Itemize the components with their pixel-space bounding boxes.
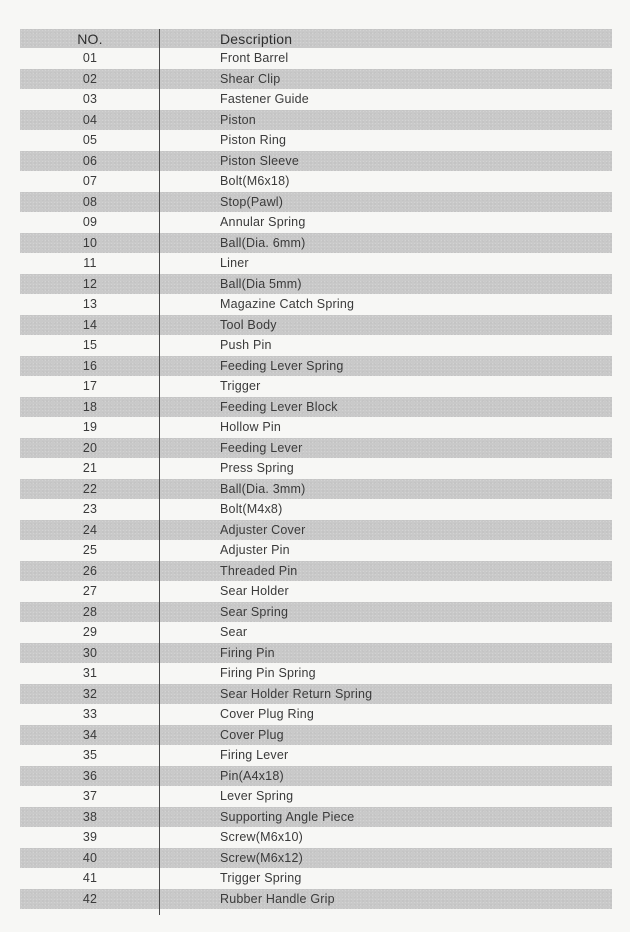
part-description-cell: Cover Plug Ring [220,707,315,722]
part-number-cell: 05 [82,133,98,148]
part-number-cell: 22 [82,481,98,496]
part-number-cell: 11 [83,256,97,271]
part-description-cell: Firing Lever [220,748,289,763]
part-description-cell: Bolt(M6x18) [220,174,290,189]
table-row [20,274,612,295]
column-header-description: Description [220,30,293,47]
table-row [20,48,612,69]
part-description-cell: Lever Spring [220,789,294,804]
table-row [20,294,612,315]
part-description-cell: Sear [220,625,248,640]
part-description-cell: Firing Pin Spring [220,666,316,681]
column-header-no: NO. [77,30,103,47]
part-description-cell: Trigger [220,379,261,394]
part-description-cell: Stop(Pawl) [220,194,284,209]
table-row [20,520,612,541]
table-row [20,151,612,172]
table-row [20,110,612,131]
part-description-cell: Fastener Guide [220,92,309,107]
table-row [20,786,612,807]
part-number-cell: 07 [82,174,98,189]
table-row [20,89,612,110]
table-row [20,540,612,561]
column-divider [159,29,160,915]
part-description-cell: Annular Spring [220,215,306,230]
table-row [20,479,612,500]
part-description-cell: Adjuster Cover [220,522,306,537]
part-number-cell: 10 [82,235,98,250]
part-number-cell: 32 [82,686,98,701]
part-number-cell: 36 [82,768,98,783]
part-description-cell: Feeding Lever [220,440,303,455]
table-row [20,643,612,664]
part-description-cell: Ball(Dia 5mm) [220,276,302,291]
table-row [20,581,612,602]
table-row [20,745,612,766]
part-description-cell: Threaded Pin [220,563,298,578]
part-number-cell: 09 [82,215,98,230]
part-description-cell: Bolt(M4x8) [220,502,283,517]
part-number-cell: 27 [82,584,98,599]
table-row [20,602,612,623]
part-number-cell: 38 [82,809,98,824]
parts-table [20,29,612,909]
part-description-cell: Push Pin [220,338,272,353]
part-number-cell: 34 [82,727,98,742]
table-row [20,561,612,582]
table-row [20,868,612,889]
part-description-cell: Piston Sleeve [220,153,300,168]
table-row [20,438,612,459]
part-number-cell: 02 [82,71,98,86]
part-description-cell: Piston [220,112,256,127]
part-description-cell: Hollow Pin [220,420,282,435]
table-row [20,233,612,254]
part-number-cell: 39 [82,830,98,845]
part-number-cell: 31 [82,666,98,681]
part-description-cell: Screw(M6x12) [220,850,303,865]
part-description-cell: Shear Clip [220,71,281,86]
table-row [20,417,612,438]
part-number-cell: 35 [82,748,98,763]
part-number-cell: 25 [82,543,98,558]
part-number-cell: 41 [82,871,98,886]
table-row [20,663,612,684]
part-number-cell: 40 [82,850,98,865]
table-row [20,458,612,479]
part-description-cell: Feeding Lever Block [220,399,338,414]
part-number-cell: 26 [82,563,98,578]
table-row [20,499,612,520]
part-description-cell: Magazine Catch Spring [220,297,355,312]
part-number-cell: 23 [82,502,98,517]
part-description-cell: Feeding Lever Spring [220,358,344,373]
part-number-cell: 24 [82,522,98,537]
part-description-cell: Screw(M6x10) [220,830,303,845]
part-number-cell: 21 [82,461,98,476]
table-row [20,69,612,90]
table-row [20,725,612,746]
part-description-cell: Cover Plug [220,727,284,742]
table-row [20,192,612,213]
part-description-cell: Ball(Dia. 6mm) [220,235,306,250]
part-description-cell: Ball(Dia. 3mm) [220,481,306,496]
table-row [20,622,612,643]
part-description-cell: Piston Ring [220,133,287,148]
part-number-cell: 30 [82,645,98,660]
table-row [20,253,612,274]
part-description-cell: Sear Holder [220,584,289,599]
part-description-cell: Sear Spring [220,604,289,619]
part-number-cell: 12 [82,276,98,291]
part-number-cell: 20 [82,440,98,455]
part-description-cell: Liner [220,256,249,271]
table-row [20,807,612,828]
part-description-cell: Firing Pin [220,645,275,660]
part-description-cell: Adjuster Pin [220,543,290,558]
table-row [20,171,612,192]
part-number-cell: 15 [82,338,98,353]
part-number-cell: 37 [82,789,98,804]
part-number-cell: 33 [82,707,98,722]
table-row [20,397,612,418]
part-number-cell: 18 [82,399,98,414]
table-row [20,766,612,787]
table-header-row [20,29,612,48]
table-row [20,212,612,233]
part-description-cell: Front Barrel [220,51,289,66]
table-row [20,684,612,705]
part-number-cell: 17 [82,379,98,394]
part-number-cell: 16 [82,358,98,373]
part-number-cell: 29 [82,625,98,640]
table-row [20,335,612,356]
part-number-cell: 14 [82,317,98,332]
table-row [20,356,612,377]
table-row [20,704,612,725]
part-description-cell: Rubber Handle Grip [220,891,335,906]
part-description-cell: Tool Body [220,317,277,332]
part-description-cell: Press Spring [220,461,294,476]
part-description-cell: Supporting Angle Piece [220,809,355,824]
part-number-cell: 04 [82,112,98,127]
part-description-cell: Trigger Spring [220,871,302,886]
part-number-cell: 13 [82,297,98,312]
table-row [20,848,612,869]
part-description-cell: Sear Holder Return Spring [220,686,373,701]
part-number-cell: 19 [82,420,98,435]
table-row [20,130,612,151]
part-number-cell: 08 [82,194,98,209]
part-number-cell: 42 [82,891,98,906]
table-row [20,315,612,336]
table-row [20,889,612,910]
part-number-cell: 03 [82,92,98,107]
part-description-cell: Pin(A4x18) [220,768,284,783]
table-row [20,827,612,848]
part-number-cell: 28 [82,604,98,619]
part-number-cell: 06 [82,153,98,168]
table-row [20,376,612,397]
part-number-cell: 01 [82,51,98,66]
